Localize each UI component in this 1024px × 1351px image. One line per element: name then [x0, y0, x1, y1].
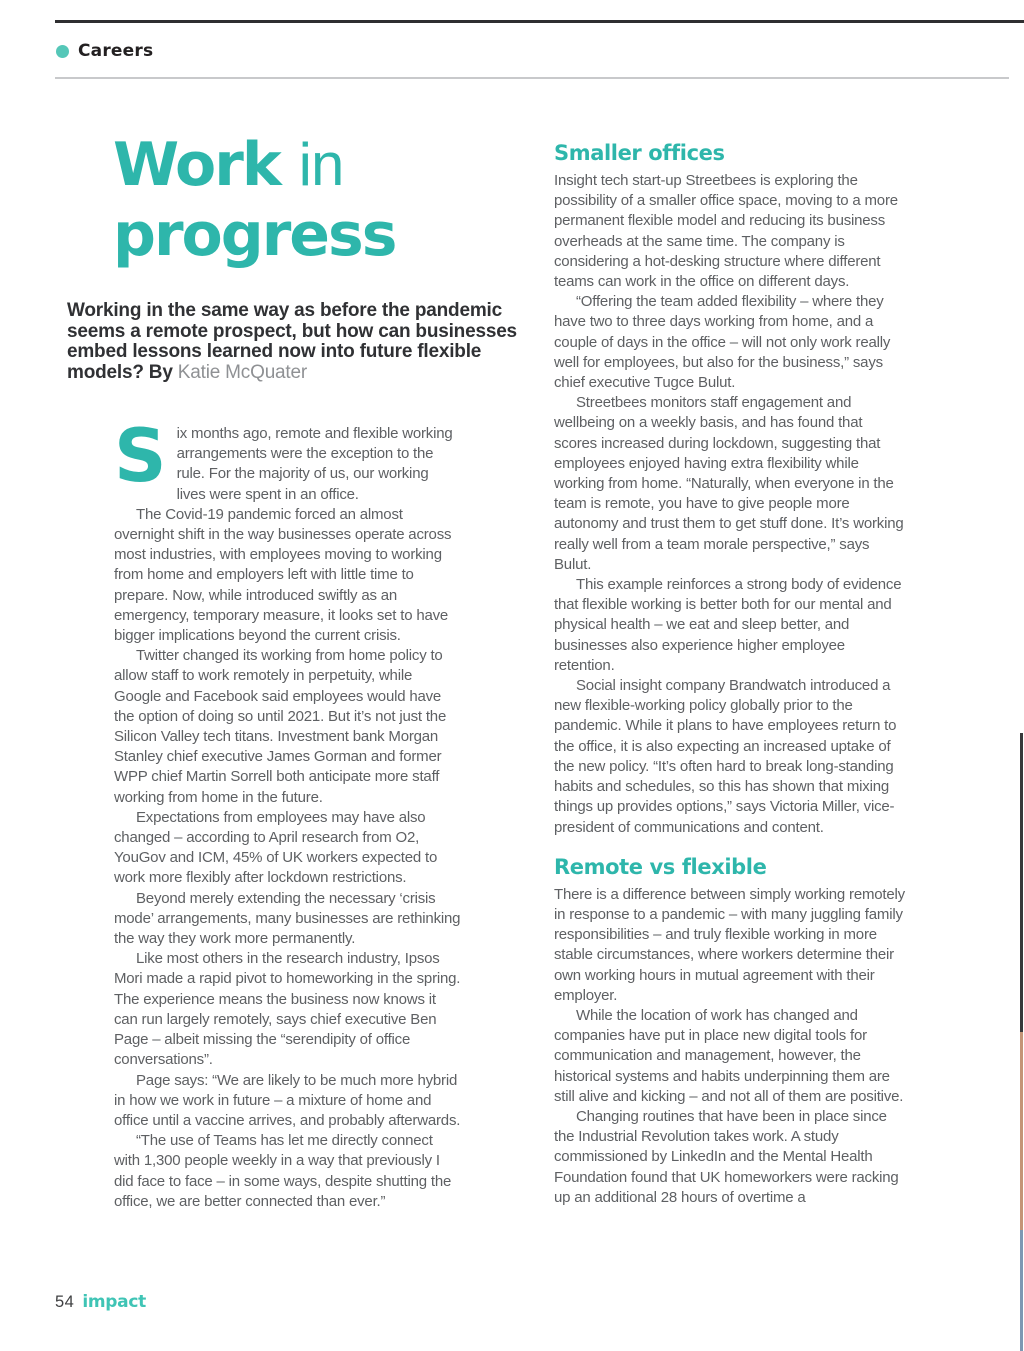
body-paragraph: Social insight company Brandwatch introduced a new flexible-working policy globally prior to the pandemic. While it plans to have employees return to the office, it is also expecting an increased uptake of the new policy. “It’s often hard to break long-standing habits and schedules, so this has shown that mixing things up provides options,” says Victoria Miller, vice-president of communications and content. [554, 677, 897, 836]
body-paragraph: Like most others in the research industry, Ipsos Mori made a rapid pivot to homeworking in the spring. The experience means the business now knows it can run largely remotely, says chief executive Ben Page – albeit missing the “serendipity of office conversations”. [114, 950, 461, 1069]
section-label: Careers [78, 41, 154, 61]
kicker-dot-icon [56, 45, 69, 58]
body-paragraph: There is a difference between simply working remotely in response to a pandemic – with many juggling family responsibilities – and truly flexible working in more stable circumstances, where workers determine their own working hours in mutual agreement with their employer. [554, 885, 905, 1004]
section-kicker [56, 41, 153, 61]
section-heading: Remote vs flexible [554, 854, 767, 879]
body-column-left [114, 414, 461, 1212]
top-rule [55, 20, 1024, 23]
drop-cap: S [114, 414, 167, 499]
body-paragraph: Insight tech start-up Streetbees is exploring the possibility of a smaller office space, moving to a more permanent flexible model and reducing its business overheads at the same time. The company is considering a hot-desking structure where different teams can work in the office on different days. [554, 172, 898, 291]
body-paragraph: Twitter changed its working from home policy to allow staff to work remotely in perpetuity, while Google and Facebook said employees would have the option of doing so until 2021. But it’s not just the Silicon Valley tech titans. Investment bank Morgan Stanley chief executive James Gorman and former WPP chief Martin Sorrell both anticipate more staff working from home in the future. [114, 647, 447, 806]
section-heading: Smaller offices [554, 141, 725, 165]
body-paragraph: Page says: “We are likely to be much more hybrid in how we work in future – a mixture of home and office until a vaccine arrives, and probably afterwards. [114, 1071, 461, 1129]
body-paragraph [114, 414, 461, 505]
title-word-bold: Work [113, 130, 280, 200]
body-paragraph: The Covid-19 pandemic forced an almost overnight shift in the way businesses operate across most industries, with employees moving to working from home and employers left with little time to prepare. Now, while introduced swiftly as an emergency, temporary measure, it looks set to have bigger implications beyond the current crisis. [114, 505, 452, 645]
body-paragraph: Expectations from employees may have also changed – according to April research from O2, YouGov and ICM, 45% of UK workers expected to work more flexibly after lockdown restrictions. [114, 808, 438, 887]
article-title [113, 130, 395, 270]
kicker-rule [55, 77, 1009, 79]
page-edge-strip-blue [1020, 1230, 1023, 1351]
body-paragraph: Changing routines that have been in place since the Industrial Revolution takes work. A study commissioned by LinkedIn and the Mental Health Foundation found that UK homeworkers were racking up an additional 28 hours of overtime a [554, 1107, 899, 1206]
page-number: 54 [55, 1293, 75, 1311]
title-word-bold: progress [113, 200, 396, 270]
standfirst [67, 301, 519, 383]
body-paragraph: This example reinforces a strong body of evidence that flexible working is better both for our mental and physical health – we eat and sleep better, and businesses also experience higher employee retention. [554, 576, 902, 674]
body-paragraph: “Offering the team added flexibility – where they have two to three days working from home, and a couple of days in the office – will not only work really well for employees, but also for the business,” says chief executive Tugce Bulut. [554, 293, 891, 392]
body-paragraph: Streetbees monitors staff engagement and wellbeing on a weekly basis, and has found that scores increased during lockdown, suggesting that employees enjoyed having extra flexibility while working from home. “Naturally, when everyone in the team is remote, you have to give people more autonomy and trust them to get stuff done. It’s working really well from a team morale perspective,” says Bulut. [554, 394, 904, 573]
title-word-light: in [298, 131, 344, 198]
paragraph-text: ix months ago, remote and flexible working arrangements were the exception to the rule. For the majority of us, our working lives were spent in an office. [176, 425, 453, 503]
page-edge-strip-tan [1020, 1032, 1023, 1230]
body-paragraph: “The use of Teams has let me directly connect with 1,300 people weekly in a way that previously I did face to face – in some ways, despite shutting the office, we are better connected than ever.” [114, 1132, 452, 1210]
magazine-logo: impact [82, 1292, 146, 1312]
body-paragraph: Beyond merely extending the necessary ‘crisis mode’ arrangements, many businesses are rethinking the way they work more permanently. [114, 889, 461, 948]
page-edge-strip-dark [1020, 733, 1023, 1032]
body-paragraph: While the location of work has changed and companies have put in place new digital tools for communication and management, however, the historical systems and habits underpinning them are still alive and kicking – and not all of them are positive. [554, 1006, 904, 1105]
body-column-right [554, 140, 906, 1208]
byline: Katie McQuater [177, 361, 307, 383]
page-footer [55, 1292, 146, 1312]
standfirst-text: Working in the same way as before the pandemic seems a remote prospect, but how can businesses embed lessons learned now into future flexible models? By [67, 300, 517, 383]
